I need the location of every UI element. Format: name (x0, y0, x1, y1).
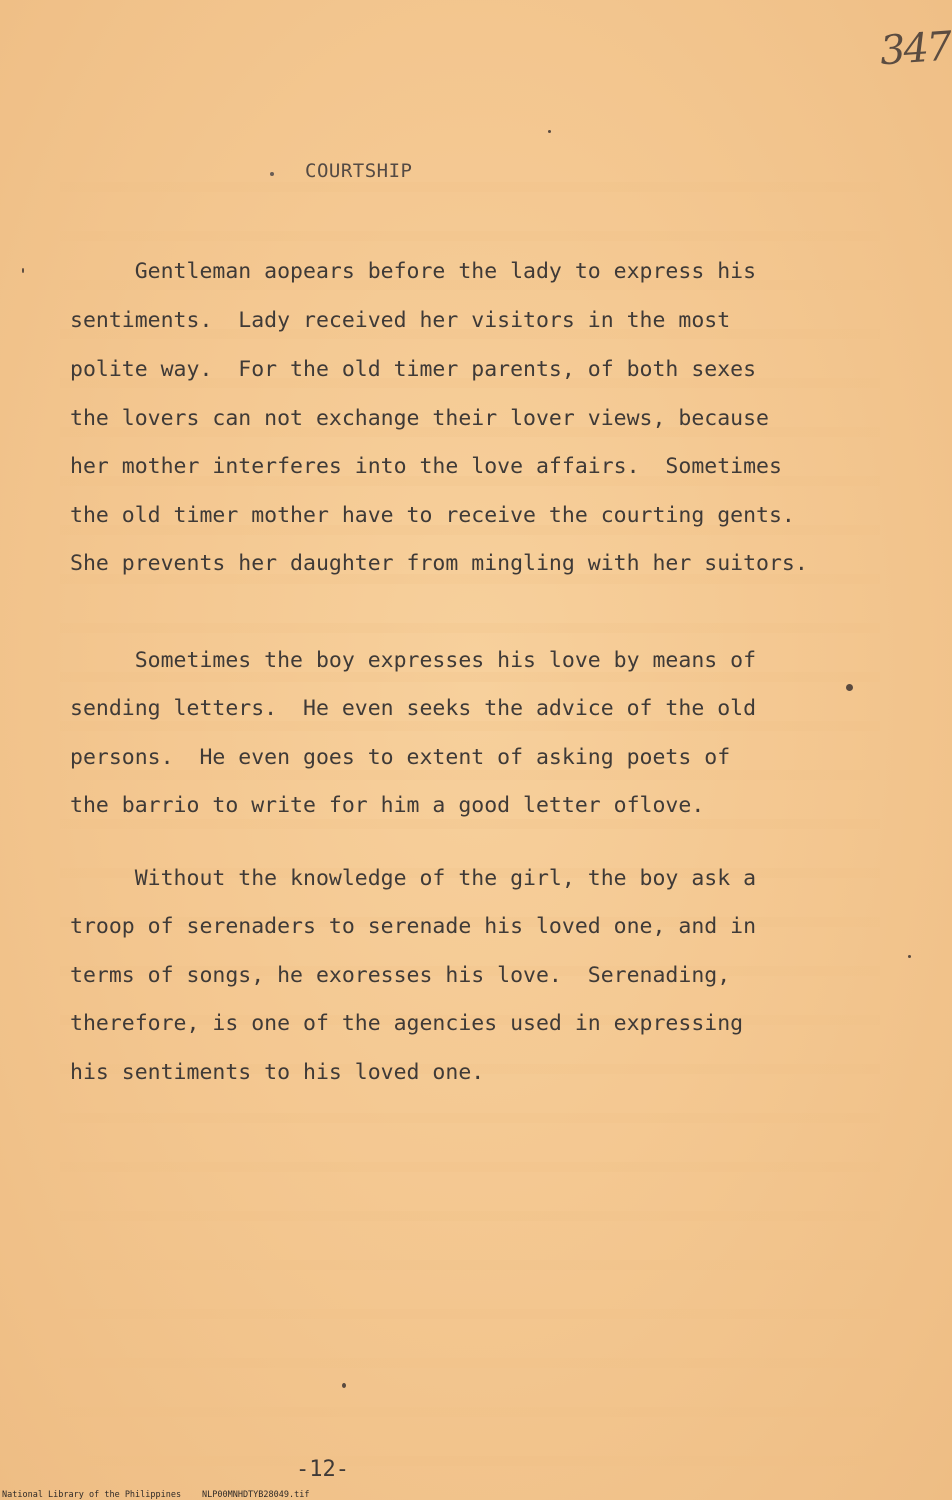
text-line: the lovers can not exchange their lover views, because (70, 406, 769, 431)
ink-speck (908, 955, 911, 958)
text-line: persons. He even goes to extent of asking poets of (70, 745, 731, 770)
ink-speck (548, 130, 551, 133)
text-line: Gentleman aopears before the lady to express his (70, 259, 757, 284)
text-line: his sentiments to his loved one. (70, 1060, 485, 1085)
ink-speck (342, 1383, 346, 1388)
text-line: sentiments. Lady received her visitors in the most (70, 308, 731, 333)
text-line: troop of serenaders to serenade his loved one, and in (70, 914, 757, 939)
text-line: terms of songs, he exoresses his love. Serenading, (70, 963, 731, 988)
text-line: therefore, is one of the agencies used in expressing (70, 1011, 744, 1036)
text-line: Without the knowledge of the girl, the boy ask a (70, 866, 757, 891)
text-line: the barrio to write for him a good letter oflove. (70, 793, 705, 818)
document-title: COURTSHIP (305, 160, 413, 182)
ink-speck (22, 268, 24, 273)
stray-dot (270, 172, 274, 176)
footer-institution: National Library of the Philippines (2, 1490, 182, 1500)
text-line: polite way. For the old timer parents, of both sexes (70, 357, 757, 382)
text-line: the old timer mother have to receive the courting gents. (70, 503, 795, 528)
page-number: -12- (296, 1457, 349, 1482)
footer-file-id: NLP00MNHDTYB28049.tif (202, 1490, 310, 1500)
handwritten-page-number: 347 (878, 23, 952, 75)
ink-speck (846, 684, 853, 691)
text-line: sending letters. He even seeks the advice of the old (70, 696, 757, 721)
text-line: her mother interferes into the love affairs. Sometimes (70, 454, 782, 479)
text-line: She prevents her daughter from mingling with her suitors. (70, 551, 808, 576)
text-line: Sometimes the boy expresses his love by means of (70, 648, 757, 673)
